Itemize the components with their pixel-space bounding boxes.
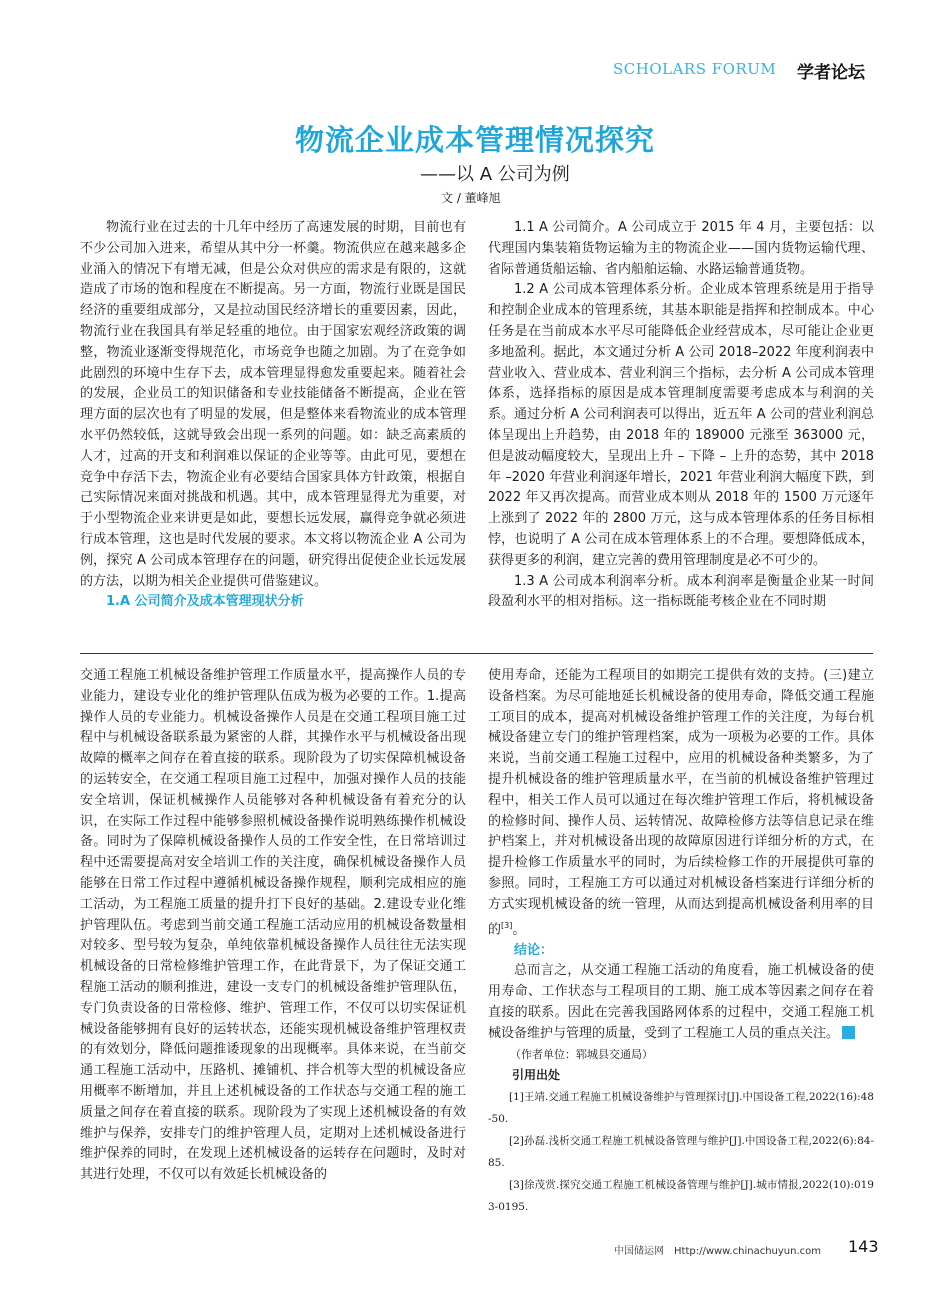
- end-mark-icon: [842, 1026, 855, 1039]
- conclusion-text: 总而言之，从交通工程施工活动的角度看，施工机械设备的使用寿命、工作状态与工程项目的工期、施工成本等因素之间存在着直接的联系。因此在完善我国路网体系的过程中，交通工程施工机械设备维护与管理的质量，受到了工程施工人员的重点关注。: [488, 963, 874, 1041]
- article-author: 文 / 董峰旭: [441, 191, 501, 205]
- reference-item: [1]王靖.交通工程施工机械设备维护与管理探讨[J].中国设备工程,2022(16):48-50.: [488, 1091, 874, 1126]
- references-title: 引用出处: [512, 1068, 561, 1083]
- footer-site: 中国储运网 Http://www.chinachuyun.com: [614, 1246, 821, 1257]
- header-chinese: 学者论坛: [797, 63, 865, 83]
- cost-profit-paragraph: 1.3 A 公司成本利润率分析。成本利润率是衡量企业某一时间段盈利水平的相对指标。这一指标既能考核企业在不同时期: [488, 573, 874, 610]
- citation-mark: [3]: [501, 920, 513, 930]
- equipment-archive-paragraph: [488, 666, 874, 941]
- cost-system-paragraph: 1.2 A 公司成本管理体系分析。企业成本管理系统是用于指导和控制企业成本的管理系统，其基本职能是指挥和控制成本。中心任务是在当前成本水平尽可能降低企业经营成本，尽可能让企业更多地盈利。据此，本文通过分析 A 公司 2018–2022 年度利润表中营业收入、营业成本、营业利润三个指标，去分析 A 公司成本管理体系，选择指标的原因是成本管理制度需要考虑成本与利润的关系。通过分析 A 公司利润表可以得出，近五年 A 公司的营业利润总体呈现出上升趋势，由 2018 年的 189000 元涨至 363000 元，但是波动幅度较大，呈现出上升 – 下降 – 上升的态势，其中 2018 年 –2020 年营业利润逐年增长，2021 年营业利润大幅度下跌，到 2022 年又再次提高。而营业成本则从 2018 年的 1500 万元逐年上涨到了 2022 年的 2800 万元，这与成本管理体系的任务目标相悖，也说明了 A 公司在成本管理体系上的不合理。要想降低成本，获得更多的利润，建立完善的费用管理制度是必不可少的。: [488, 282, 874, 568]
- article-title: 物流企业成本管理情况探究: [294, 123, 655, 157]
- page-number: 143: [848, 1237, 879, 1256]
- upper-right-column: [488, 218, 874, 613]
- maintenance-paragraph: 交通工程施工机械设备维护管理工作质量水平，提高操作人员的专业能力，建设专业化的维护管理队伍成为极为必要的工作。1.提高操作人员的专业能力。机械设备操作人员是在交通工程项目施工过程中与机械设备联系最为紧密的人群，其操作水平与机械设备出现故障的概率之间存在着直接的联系。现阶段为了切实保障机械设备的运转安全，在交通工程项目施工过程中，加强对操作人员的技能安全培训，保证机械操作人员能够对各种机械设备有着充分的认识，在实际工作过程中能够参照机械设备操作说明熟练操作机械设备。同时为了保障机械设备操作人员的工作安全性，在日常培训过程中还需要提高对安全培训工作的关注度，确保机械设备操作人员能够在日常工作过程中遵循机械设备操作规程，顺利完成相应的施工活动，为工程施工质量的提升打下良好的基础。2.建设专业化维护管理队伍。考虑到当前交通工程施工活动应用的机械设备数量相对较多、型号较为复杂，单纯依靠机械设备操作人员往往无法实现机械设备的日常检修维护管理工作，在此背景下，为了保证交通工程施工活动的顺利推进，建设一支专门的机械设备维护管理队伍，专门负责设备的日常检修、维护、管理工作，不仅可以切实保证机械设备能够拥有良好的运转状态，还能实现机械设备维护管理权责的有效划分，降低问题推诿现象的出现概率。具体来说，在当前交通工程施工活动中，压路机、摊铺机、拌合机等大型的机械设备应用概率不断增加，并且上述机械设备的工作状态与交通工程的施工质量之间存在着直接的联系。现阶段为了实现上述机械设备的有效维护与保养，安排专门的维护管理人员，定期对上述机械设备进行维护保养的同时，在发现上述机械设备的运转存在问题时，及时对其进行处理，不仅可以有效延长机械设备的: [80, 668, 466, 1183]
- upper-left-column: [80, 218, 466, 613]
- reference-item: [2]孙磊.浅析交通工程施工机械设备管理与维护[J].中国设备工程,2022(6):84-85.: [488, 1135, 874, 1170]
- lower-left-column: [80, 666, 466, 1186]
- conclusion-heading: 结论：: [514, 942, 554, 958]
- lower-right-column: [488, 666, 874, 1218]
- reference-item: [3]徐茂赏.探究交通工程施工机械设备管理与维护[J].城市情报,2022(10):0193-0195.: [488, 1179, 874, 1214]
- intro-paragraph: 物流行业在过去的十几年中经历了高速发展的时期，目前也有不少公司加入进来，希望从其中分一杯羹。物流供应在越来越多企业涌入的情况下有增无减，但是公众对供应的需求是有限的，这就造成了市场的饱和程度在不断提高。另一方面，物流行业既是国民经济的重要组成部分，又是拉动国民经济增长的重要因素，因此，物流行业在我国具有举足轻重的地位。由于国家宏观经济政策的调整，物流业逐渐变得规范化，市场竞争也随之加剧。为了在竞争如此剧烈的环境中生存下去，成本管理显得愈发重要起来。随着社会的发展，企业员工的知识储备和专业技能储备不断提高，企业在管理方面的层次也有了明显的发展，但是整体来看物流业的成本管理水平仍然较低，这就导致会出现一系列的问题。如：缺乏高素质的人才，过高的开支和利润难以保证的企业等等。由此可见，要想在竞争中存活下去，物流企业有必要结合国家具体方针政策，根据自己实际情况来面对挑战和机遇。其中，成本管理显得尤为重要，对于小型物流企业来讲更是如此，要想长远发展，赢得竞争就必须进行成本管理，这也是时代发展的要求。本文将以物流企业 A 公司为例，探究 A 公司成本管理存在的问题，研究得出促使企业长远发展的方法，以期为相关企业提供可借鉴建议。: [80, 220, 466, 589]
- author-unit: （作者单位：郓城县交通局）: [510, 1047, 653, 1061]
- section-divider: [80, 653, 873, 654]
- paragraph-end: 。: [512, 921, 526, 937]
- article-subtitle: ——以 A 公司为例: [420, 164, 570, 185]
- company-intro-paragraph: 1.1 A 公司简介。A 公司成立于 2015 年 4 月，主要包括：以代理国内集装箱货物运输为主的物流企业——国内货物运输代理、省际普通货船运输、省内船舶运输、水路运输普通货物。: [488, 220, 874, 277]
- equipment-archive-text: 使用寿命，还能为工程项目的如期完工提供有效的支持。(三)建立设备档案。为尽可能地延长机械设备的使用寿命，降低交通工程施工项目的成本，提高对机械设备维护管理工作的关注度，为每台机械设备建立专门的维护管理档案，成为一项极为必要的工作。具体来说，当前交通工程施工过程中，应用的机械设备种类繁多，为了提升机械设备的维护管理质量水平，在当前的机械设备维护管理过程中，相关工作人员可以通过在每次维护管理工作后，将机械设备的检修时间、操作人员、运转情况、故障检修方法等信息记录在维护档案上，并对机械设备出现的故障原因进行详细分析的方式，在提升检修工作质量水平的同时，为后续检修工作的开展提供可靠的参照。同时，工程施工方可以通过对机械设备档案进行详细分析的方式实现机械设备的统一管理，从而达到提高机械设备利用率的目的: [488, 668, 874, 937]
- header-english: SCHOLARS FORUM: [613, 60, 777, 78]
- section-heading: 1.A 公司简介及成本管理现状分析: [106, 594, 304, 610]
- conclusion-paragraph: [488, 961, 874, 1044]
